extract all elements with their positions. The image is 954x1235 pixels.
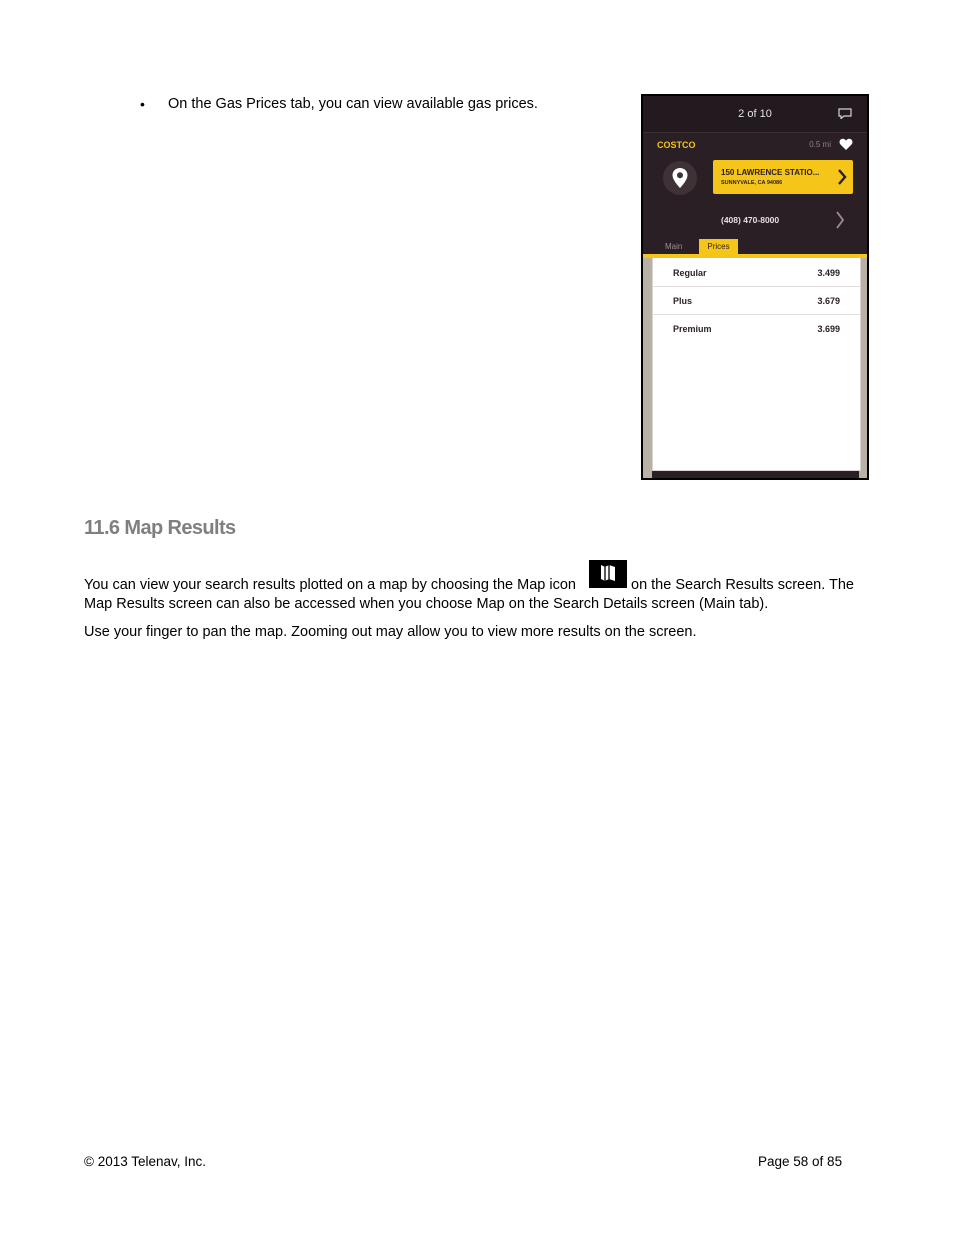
chevron-right-icon — [837, 168, 847, 186]
brand-name: COSTCO — [657, 140, 696, 150]
distance-label: 0.5 mi — [809, 140, 831, 149]
price-row — [653, 258, 860, 287]
map-icon — [589, 560, 627, 588]
paragraph-text: Use your finger to pan the map. Zooming out may allow you to view more results on the screen. — [84, 624, 697, 640]
address-button[interactable] — [713, 160, 853, 194]
location-pin-icon — [671, 167, 689, 189]
result-counter: 2 of 10 — [738, 108, 772, 120]
fuel-grade: Plus — [673, 296, 693, 306]
tab-main[interactable]: Main — [665, 242, 683, 251]
footer-copyright: © 2013 Telenav, Inc. — [84, 1154, 207, 1169]
bullet-marker: • — [140, 96, 145, 112]
fuel-price: 3.499 — [817, 268, 840, 278]
fuel-price: 3.699 — [817, 324, 840, 334]
bullet-text: On the Gas Prices tab, you can view available gas prices. — [168, 96, 538, 112]
fuel-grade: Regular — [673, 268, 707, 278]
paragraph-text: You can view your search results plotted on a map by choosing the Map icon — [84, 577, 576, 593]
address-street: 150 LAWRENCE STATIO... — [721, 168, 820, 177]
heart-icon[interactable] — [839, 138, 853, 151]
phone-screenshot — [641, 94, 869, 480]
fuel-grade: Premium — [673, 324, 712, 334]
paragraph-text: Map Results screen can also be accessed when you choose Map on the Search Details screen (Main tab). — [84, 596, 769, 612]
tab-prices[interactable]: Prices — [699, 239, 738, 254]
footer-page-number: Page 58 of 85 — [758, 1154, 843, 1169]
address-city: SUNNYVALE, CA 94086 — [721, 180, 783, 186]
map-edge-left — [643, 258, 652, 478]
price-list — [652, 258, 861, 471]
section-heading: 11.6 Map Results — [84, 517, 236, 539]
phone-header — [643, 96, 867, 133]
phone-number[interactable]: (408) 470-8000 — [721, 215, 780, 225]
price-row — [653, 314, 860, 342]
price-row — [653, 286, 860, 315]
paragraph-text: on the Search Results screen. The — [631, 577, 854, 593]
chevron-right-icon[interactable] — [835, 210, 845, 230]
chat-icon[interactable] — [838, 108, 852, 119]
fuel-price: 3.679 — [817, 296, 840, 306]
